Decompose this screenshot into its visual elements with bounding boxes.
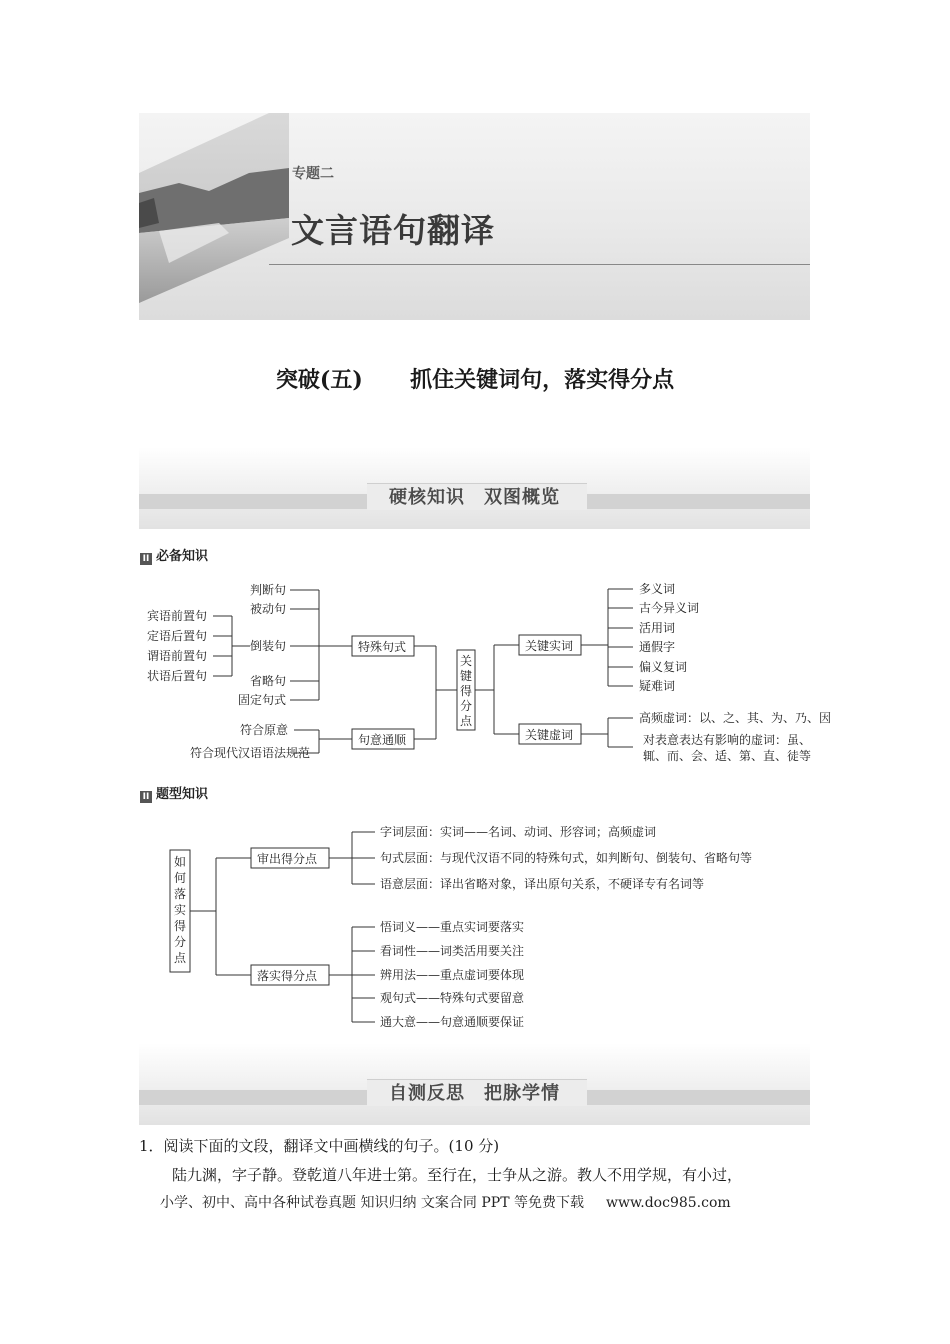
subtitle-text: 抓住关键词句，落实得分点 — [410, 367, 675, 393]
band-label: 硬核知识 双图概览 — [389, 487, 560, 508]
content-word-type: 偏义复词 — [639, 660, 688, 674]
question-prompt: 1．阅读下面的文段，翻译文中画横线的句子。(10 分) — [139, 1137, 500, 1155]
root-char: 落 — [174, 887, 187, 901]
implement-item: 辨用法——重点虚词要体现 — [380, 968, 525, 982]
root-char: 分 — [174, 935, 187, 949]
root-char: 点 — [174, 951, 187, 965]
section-mark-icon: II — [140, 791, 152, 803]
inversion-type: 定语后置句 — [147, 629, 208, 643]
implement-item: 悟词义——重点实词要落实 — [380, 920, 525, 934]
footer-text: 小学、初中、高中各种试卷真题 知识归纳 文案合同 PPT 等免费下载 — [160, 1195, 584, 1211]
center-char: 分 — [460, 699, 473, 713]
function-word-note: 辄、而、会、适、第、直、徒等 — [643, 749, 812, 763]
root-char: 如 — [174, 855, 187, 869]
inversion-type: 状语后置句 — [147, 669, 208, 683]
root-char: 实 — [174, 903, 187, 917]
diagram-required-knowledge — [147, 582, 831, 763]
identify-item: 字词层面：实词——名词、动词、形容词；高频虚词 — [380, 825, 657, 839]
identify-item: 语意层面：译出省略对象，译出原句关系，不硬译专有名词等 — [380, 877, 705, 891]
passage-text: 陆九渊，字子静。登乾道八年进士第。至行在，士争从之游。教人不用学规，有小过， — [172, 1166, 743, 1184]
inversion-type: 宾语前置句 — [147, 609, 208, 623]
chapter-title: 文言语句翻译 — [291, 211, 495, 250]
sentence-type: 倒装句 — [250, 639, 287, 653]
band-label: 自测反思 把脉学情 — [389, 1083, 560, 1104]
implement-item: 看词性——词类活用要关注 — [380, 944, 525, 958]
root-char: 得 — [174, 919, 187, 933]
sentence-type: 被动句 — [250, 602, 287, 616]
center-char: 点 — [460, 714, 473, 728]
center-char: 关 — [460, 654, 473, 668]
inversion-type: 谓语前置句 — [147, 649, 208, 663]
footer-url[interactable]: www.doc985.com — [605, 1195, 731, 1211]
subtitle-part: 突破(五) — [275, 367, 363, 393]
special-sentence-box: 特殊句式 — [358, 640, 407, 654]
content-word-type: 古今异义词 — [639, 601, 700, 615]
sentence-type: 省略句 — [250, 674, 287, 688]
root-char: 何 — [174, 871, 187, 885]
sentence-type: 判断句 — [250, 583, 287, 597]
content-word-type: 活用词 — [639, 621, 676, 635]
branch-box-identify: 审出得分点 — [257, 852, 318, 866]
implement-item: 观句式——特殊句式要留意 — [380, 991, 525, 1005]
implement-item: 通大意——句意通顺要保证 — [380, 1015, 525, 1029]
section-heading-text: 题型知识 — [156, 787, 209, 802]
content-words-box: 关键实词 — [525, 639, 574, 653]
diagram-question-knowledge — [170, 824, 752, 1029]
fluent-box: 句意通顺 — [358, 733, 407, 747]
function-word-note: 高频虚词：以、之、其、为、乃、因 — [639, 711, 832, 725]
section-mark-icon: II — [140, 553, 152, 565]
function-word-note: 对表意表达有影响的虚词：虽、 — [643, 733, 812, 747]
branch-box-implement: 落实得分点 — [257, 969, 318, 983]
section-band-selftest — [139, 1043, 810, 1125]
fluent-rule: 符合原意 — [240, 723, 289, 737]
page-footer — [160, 1192, 731, 1212]
content-word-type: 通假字 — [639, 640, 676, 654]
section-heading-text: 必备知识 — [156, 549, 209, 564]
section-heading-question-types — [140, 783, 208, 803]
chapter-kicker: 专题二 — [292, 166, 334, 182]
content-word-type: 疑难词 — [639, 679, 676, 693]
center-char: 键 — [460, 669, 473, 683]
center-char: 得 — [460, 684, 473, 698]
fluent-rule: 符合现代汉语语法规范 — [190, 746, 311, 760]
content-word-type: 多义词 — [639, 582, 676, 596]
identify-item: 句式层面：与现代汉语不同的特殊句式，如判断句、倒装句、省略句等 — [380, 851, 753, 865]
function-words-box: 关键虚词 — [525, 728, 574, 742]
sentence-type: 固定句式 — [238, 693, 287, 707]
